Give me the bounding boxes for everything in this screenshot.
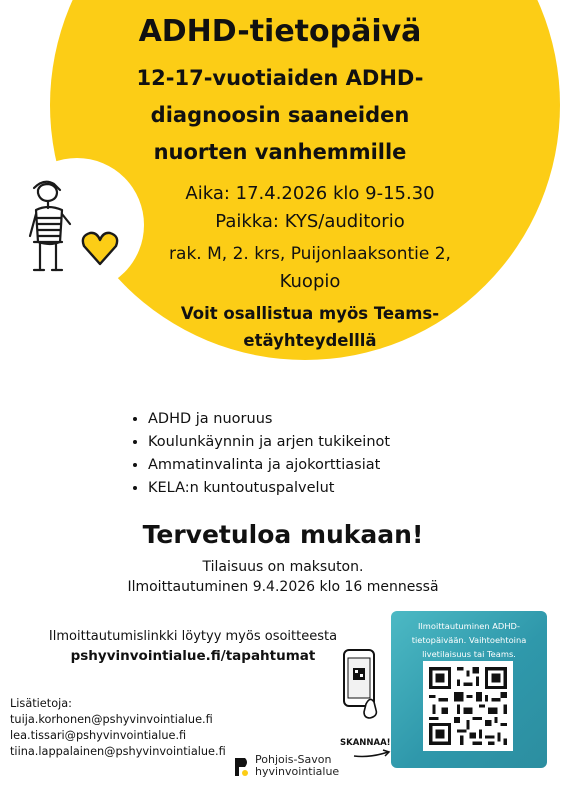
qr-code[interactable]: [423, 661, 513, 751]
event-place: Paikka: KYS/auditorio: [215, 211, 405, 232]
event-address-line-1: rak. M, 2. krs, Puijonlaaksontie 2,: [169, 244, 451, 264]
welcome-heading: Tervetuloa mukaan!: [142, 520, 424, 549]
topic-list: [128, 408, 390, 500]
contact-label: Lisätietoja:: [10, 697, 72, 710]
topic-item: • Ammatinvalinta ja ajokorttiasiat: [148, 454, 390, 477]
organization-logo-text: [255, 754, 339, 778]
logo-line-2: hyvinvointialue: [255, 765, 340, 778]
contact-email[interactable]: tuija.korhonen@pshyvinvointialue.fi: [10, 713, 213, 726]
subtitle-line-3: nuorten vanhemmille: [153, 140, 407, 164]
link-intro: Ilmoittautumislinkki löytyy myös osoitteesta: [48, 629, 338, 644]
event-address-line-2: Kuopio: [279, 271, 341, 292]
teams-note-line-2: etäyhteydelllä: [243, 331, 377, 350]
scan-label: SKANNAA!: [340, 738, 391, 748]
subtitle-line-1: 12-17-vuotiaiden ADHD-: [136, 66, 424, 90]
qr-card[interactable]: [391, 611, 547, 768]
qr-card-text: Ilmoittautuminen ADHD-tietopäivään. Vaihtoehtoina livetilaisuus tai Teams.: [411, 621, 527, 659]
contact-email[interactable]: lea.tissari@pshyvinvointialue.fi: [10, 729, 187, 742]
logo-icon: [233, 756, 251, 778]
phone-qr-icon: [338, 646, 388, 726]
topic-item: • ADHD ja nuoruus: [148, 408, 390, 431]
teams-note-line-1: Voit osallistua myös Teams-: [180, 304, 440, 323]
topic-item: • KELA:n kuntoutuspalvelut: [148, 477, 390, 500]
registration-deadline: Ilmoittautuminen 9.4.2026 klo 16 mennessä: [127, 579, 439, 595]
registration-link[interactable]: pshyvinvointialue.fi/tapahtumat: [70, 648, 316, 664]
illustration-circle: [10, 158, 144, 292]
heart-icon: [80, 228, 120, 268]
event-time: Aika: 17.4.2026 klo 9-15.30: [185, 183, 435, 204]
logo-line-1: Pohjois-Savon: [255, 753, 332, 766]
contact-email[interactable]: tiina.lappalainen@pshyvinvointialue.fi: [10, 745, 226, 758]
topic-item: • Koulunkäynnin ja arjen tukikeinot: [148, 431, 390, 454]
person-illustration: [10, 158, 144, 292]
arrow-icon: [352, 748, 392, 760]
price-note: Tilaisuus on maksuton.: [202, 559, 364, 575]
subtitle-line-2: diagnoosin saaneiden: [150, 103, 410, 127]
event-title: ADHD-tietopäivä: [138, 14, 422, 49]
